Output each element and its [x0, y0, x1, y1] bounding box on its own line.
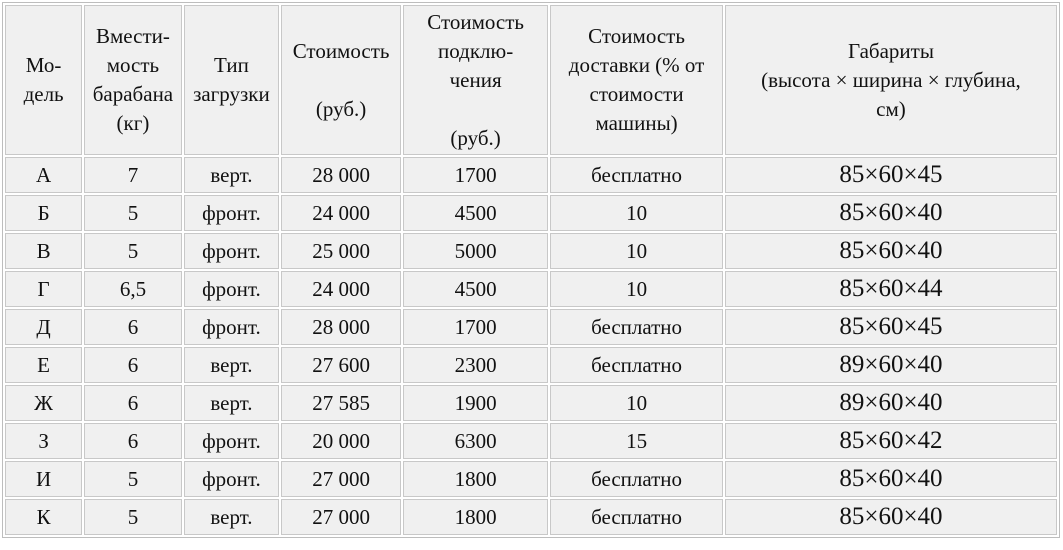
header-dimensions: Габариты (высота × ширина × глубина, см) — [725, 5, 1057, 155]
table-row — [5, 499, 1057, 535]
cell-delivery-price: бесплатно — [550, 309, 723, 345]
cell-connection-price: 1700 — [403, 309, 548, 345]
header-capacity: Вмести- мость барабана (кг) — [84, 5, 182, 155]
table-row — [5, 233, 1057, 269]
cell-capacity: 5 — [84, 461, 182, 497]
cell-delivery-price: 10 — [550, 271, 723, 307]
cell-dimensions: 89×60×40 — [725, 385, 1057, 421]
header-connection-price: Стоимость подклю- чения (руб.) — [403, 5, 548, 155]
header-delivery-price: Стоимость доставки (% от стоимости машины) — [550, 5, 723, 155]
cell-model: Ж — [5, 385, 82, 421]
cell-price: 28 000 — [281, 157, 401, 193]
cell-dimensions: 85×60×42 — [725, 423, 1057, 459]
cell-model: А — [5, 157, 82, 193]
table-body — [5, 157, 1057, 535]
table-row — [5, 157, 1057, 193]
cell-price: 20 000 — [281, 423, 401, 459]
cell-capacity: 6 — [84, 347, 182, 383]
table-row — [5, 271, 1057, 307]
table-row — [5, 423, 1057, 459]
cell-delivery-price: бесплатно — [550, 499, 723, 535]
cell-capacity: 5 — [84, 499, 182, 535]
cell-load-type: фронт. — [184, 423, 279, 459]
cell-capacity: 6,5 — [84, 271, 182, 307]
cell-model: Е — [5, 347, 82, 383]
cell-dimensions: 85×60×40 — [725, 499, 1057, 535]
cell-capacity: 7 — [84, 157, 182, 193]
header-load-type: Тип загрузки — [184, 5, 279, 155]
cell-capacity: 6 — [84, 423, 182, 459]
cell-dimensions: 85×60×44 — [725, 271, 1057, 307]
header-price: Стоимость (руб.) — [281, 5, 401, 155]
cell-connection-price: 1700 — [403, 157, 548, 193]
table-row — [5, 309, 1057, 345]
cell-load-type: фронт. — [184, 195, 279, 231]
cell-model: И — [5, 461, 82, 497]
cell-connection-price: 6300 — [403, 423, 548, 459]
cell-price: 25 000 — [281, 233, 401, 269]
cell-load-type: верт. — [184, 385, 279, 421]
cell-dimensions: 85×60×45 — [725, 309, 1057, 345]
cell-delivery-price: 10 — [550, 233, 723, 269]
cell-price: 24 000 — [281, 195, 401, 231]
cell-load-type: фронт. — [184, 271, 279, 307]
cell-delivery-price: бесплатно — [550, 347, 723, 383]
cell-delivery-price: 15 — [550, 423, 723, 459]
cell-load-type: фронт. — [184, 233, 279, 269]
cell-delivery-price: 10 — [550, 195, 723, 231]
cell-connection-price: 2300 — [403, 347, 548, 383]
cell-model: Г — [5, 271, 82, 307]
cell-model: З — [5, 423, 82, 459]
cell-price: 28 000 — [281, 309, 401, 345]
cell-dimensions: 85×60×45 — [725, 157, 1057, 193]
cell-capacity: 5 — [84, 233, 182, 269]
cell-load-type: верт. — [184, 157, 279, 193]
cell-price: 27 600 — [281, 347, 401, 383]
cell-dimensions: 85×60×40 — [725, 233, 1057, 269]
cell-capacity: 6 — [84, 309, 182, 345]
cell-model: Д — [5, 309, 82, 345]
header-model: Мо- дель — [5, 5, 82, 155]
cell-load-type: фронт. — [184, 309, 279, 345]
cell-delivery-price: бесплатно — [550, 461, 723, 497]
cell-model: К — [5, 499, 82, 535]
table-row — [5, 195, 1057, 231]
cell-connection-price: 4500 — [403, 195, 548, 231]
cell-capacity: 5 — [84, 195, 182, 231]
cell-price: 27 000 — [281, 499, 401, 535]
washing-machine-table — [2, 2, 1060, 538]
cell-capacity: 6 — [84, 385, 182, 421]
cell-price: 24 000 — [281, 271, 401, 307]
cell-load-type: фронт. — [184, 461, 279, 497]
cell-connection-price: 1900 — [403, 385, 548, 421]
cell-dimensions: 85×60×40 — [725, 461, 1057, 497]
cell-connection-price: 1800 — [403, 461, 548, 497]
cell-dimensions: 85×60×40 — [725, 195, 1057, 231]
table-row — [5, 385, 1057, 421]
table-row — [5, 461, 1057, 497]
cell-delivery-price: 10 — [550, 385, 723, 421]
cell-connection-price: 5000 — [403, 233, 548, 269]
cell-connection-price: 4500 — [403, 271, 548, 307]
cell-dimensions: 89×60×40 — [725, 347, 1057, 383]
cell-model: Б — [5, 195, 82, 231]
cell-connection-price: 1800 — [403, 499, 548, 535]
cell-price: 27 000 — [281, 461, 401, 497]
cell-delivery-price: бесплатно — [550, 157, 723, 193]
header-row — [5, 5, 1057, 155]
cell-model: В — [5, 233, 82, 269]
cell-load-type: верт. — [184, 347, 279, 383]
table-row — [5, 347, 1057, 383]
cell-load-type: верт. — [184, 499, 279, 535]
cell-price: 27 585 — [281, 385, 401, 421]
